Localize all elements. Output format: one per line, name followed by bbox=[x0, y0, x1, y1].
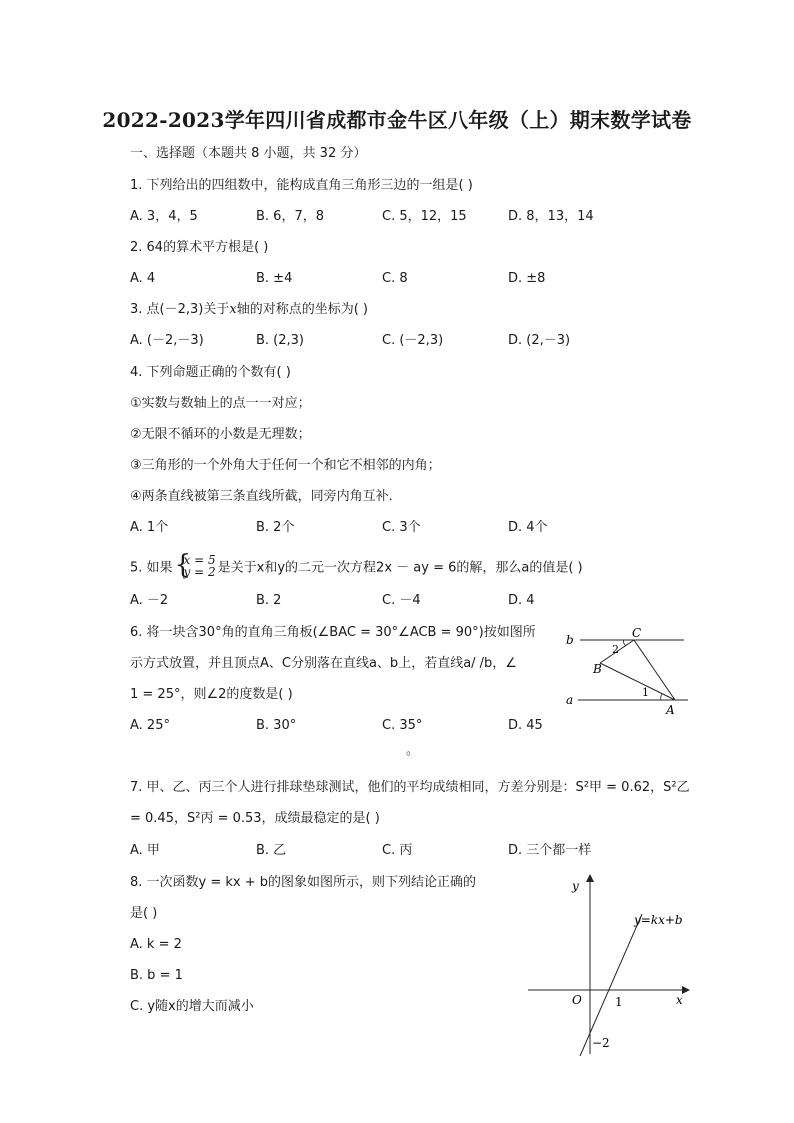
q3-stem-post: 轴的对称点的坐标为( ) bbox=[236, 302, 368, 317]
q1-option-c: C. 5，12，15 bbox=[382, 209, 467, 224]
y-intercept-label: −2 bbox=[592, 1036, 610, 1050]
label-a: a bbox=[566, 693, 574, 707]
q3-option-a: A. (－2,－3) bbox=[130, 333, 204, 348]
side-ba bbox=[600, 663, 675, 700]
q5-prefix: 5. 如果 bbox=[130, 560, 173, 576]
q7-option-d: D. 三个都一样 bbox=[508, 843, 592, 858]
q1-option-a: A. 3，4，5 bbox=[130, 209, 198, 224]
q8-option-a: A. k = 2 bbox=[130, 937, 182, 952]
y-axis-label: y bbox=[572, 879, 579, 893]
label-c: C bbox=[632, 626, 642, 640]
section-heading: 一、选择题（本题共 8 小题，共 32 分） bbox=[130, 146, 367, 161]
q4-statement-2: ②无限不循环的小数是无理数； bbox=[130, 427, 311, 442]
q7-option-c: C. 丙 bbox=[382, 843, 413, 858]
q4-option-c: C. 3个 bbox=[382, 520, 421, 535]
label-point-b: B bbox=[593, 662, 602, 676]
variance-jia: S²甲 = 0.62， bbox=[575, 780, 664, 795]
q2-option-d: D. ±8 bbox=[508, 271, 546, 286]
q5-option-a: A. －2 bbox=[130, 593, 169, 608]
q4-option-b: B. 2个 bbox=[256, 520, 295, 535]
question-1-stem: 1. 下列给出的四组数中，能构成直角三角形三边的一组是( ) bbox=[130, 178, 473, 193]
q5-option-c: C. －4 bbox=[382, 593, 421, 608]
q3-option-c: C. (－2,3) bbox=[382, 333, 444, 348]
triangle-figure bbox=[560, 624, 700, 720]
q3-option-b: B. (2,3) bbox=[256, 333, 305, 348]
q5-middle: 是关于x和y的二元一次方程2x － ay = 6的解，那么a的值是( ) bbox=[217, 560, 583, 576]
q4-option-d: D. 4个 bbox=[508, 520, 548, 535]
origin-label: O bbox=[572, 993, 582, 1007]
function-line bbox=[580, 914, 642, 1056]
angle-1-arc bbox=[661, 694, 662, 700]
q7-line1-pre: 7. 甲、乙、丙三个人进行排球垫球测试，他们的平均成绩相同，方差分别是： bbox=[130, 780, 576, 795]
q3-stem-pre: 3. 点(－2,3)关于 bbox=[130, 302, 230, 317]
q6-tail-mark: 。 bbox=[406, 743, 420, 758]
label-angle-2: 2 bbox=[612, 643, 619, 656]
page-title: 2022-2023学年四川省成都市金牛区八年级（上）期末数学试卷 bbox=[102, 108, 692, 132]
q5-option-d: D. 4 bbox=[508, 593, 535, 608]
question-7-line-1 bbox=[130, 779, 690, 797]
question-6-line-2: 示方式放置，并且顶点A、C分别落在直线a、b上，若直线a/ /b，∠ bbox=[130, 656, 517, 671]
q7-option-a: A. 甲 bbox=[130, 843, 160, 858]
label-point-a: A bbox=[666, 703, 675, 717]
q7-option-b: B. 乙 bbox=[256, 843, 287, 858]
q1-option-b: B. 6，7，8 bbox=[256, 209, 324, 224]
q6-option-d: D. 45 bbox=[508, 718, 543, 733]
equation-system: { x = 5 y = 2 bbox=[174, 550, 216, 580]
q3-stem-var: x bbox=[229, 302, 237, 317]
y-axis-arrow bbox=[586, 874, 594, 882]
question-3-stem bbox=[130, 301, 368, 319]
system-row-2: y = 2 bbox=[183, 565, 216, 579]
linear-function-graph bbox=[520, 870, 700, 1060]
x-intercept-label: 1 bbox=[615, 995, 623, 1009]
q6-option-a: A. 25° bbox=[130, 718, 170, 733]
q5-option-b: B. 2 bbox=[256, 593, 282, 608]
label-angle-1: 1 bbox=[642, 686, 649, 699]
q8-option-c: C. y随x的增大而减小 bbox=[130, 999, 254, 1014]
q2-option-c: C. 8 bbox=[382, 271, 408, 286]
label-b: b bbox=[566, 633, 574, 647]
question-2-stem: 2. 64的算术平方根是( ) bbox=[130, 240, 269, 255]
system-row-1: x = 5 bbox=[183, 553, 216, 567]
q4-statement-4: ④两条直线被第三条直线所截，同旁内角互补． bbox=[130, 489, 402, 504]
q4-option-a: A. 1个 bbox=[130, 520, 169, 535]
x-axis-label: x bbox=[676, 993, 683, 1007]
q3-option-d: D. (2,－3) bbox=[508, 333, 571, 348]
question-6-line-1: 6. 将一块含30°角的直角三角板(∠BAC = 30°∠ACB = 90°)按如图所 bbox=[130, 625, 536, 640]
q2-option-b: B. ±4 bbox=[256, 271, 293, 286]
question-8-line-1: 8. 一次函数y = kx + b的图象如图所示，则下列结论正确的 bbox=[130, 875, 477, 890]
angle-2-arc bbox=[623, 640, 626, 646]
question-7-line-2: = 0.45，S²丙 = 0.53，成绩最稳定的是( ) bbox=[130, 811, 380, 826]
x-axis-arrow bbox=[682, 986, 690, 994]
variance-yi-label: S²乙 bbox=[663, 780, 690, 795]
q4-statement-1: ①实数与数轴上的点一一对应； bbox=[130, 396, 311, 411]
q6-option-b: B. 30° bbox=[256, 718, 297, 733]
q4-statement-3: ③三角形的一个外角大于任何一个和它不相邻的内角； bbox=[130, 458, 441, 473]
q1-option-d: D. 8，13，14 bbox=[508, 209, 594, 224]
side-ca bbox=[634, 640, 675, 700]
q2-option-a: A. 4 bbox=[130, 271, 156, 286]
question-4-stem: 4. 下列命题正确的个数有( ) bbox=[130, 365, 291, 380]
q8-option-b: B. b = 1 bbox=[130, 968, 183, 983]
question-5-stem bbox=[130, 550, 583, 582]
question-6-line-3: 1 = 25°，则∠2的度数是( ) bbox=[130, 687, 293, 702]
function-equation-label: y=kx+b bbox=[634, 913, 683, 927]
q6-option-c: C. 35° bbox=[382, 718, 423, 733]
question-8-line-2: 是( ) bbox=[130, 906, 158, 921]
